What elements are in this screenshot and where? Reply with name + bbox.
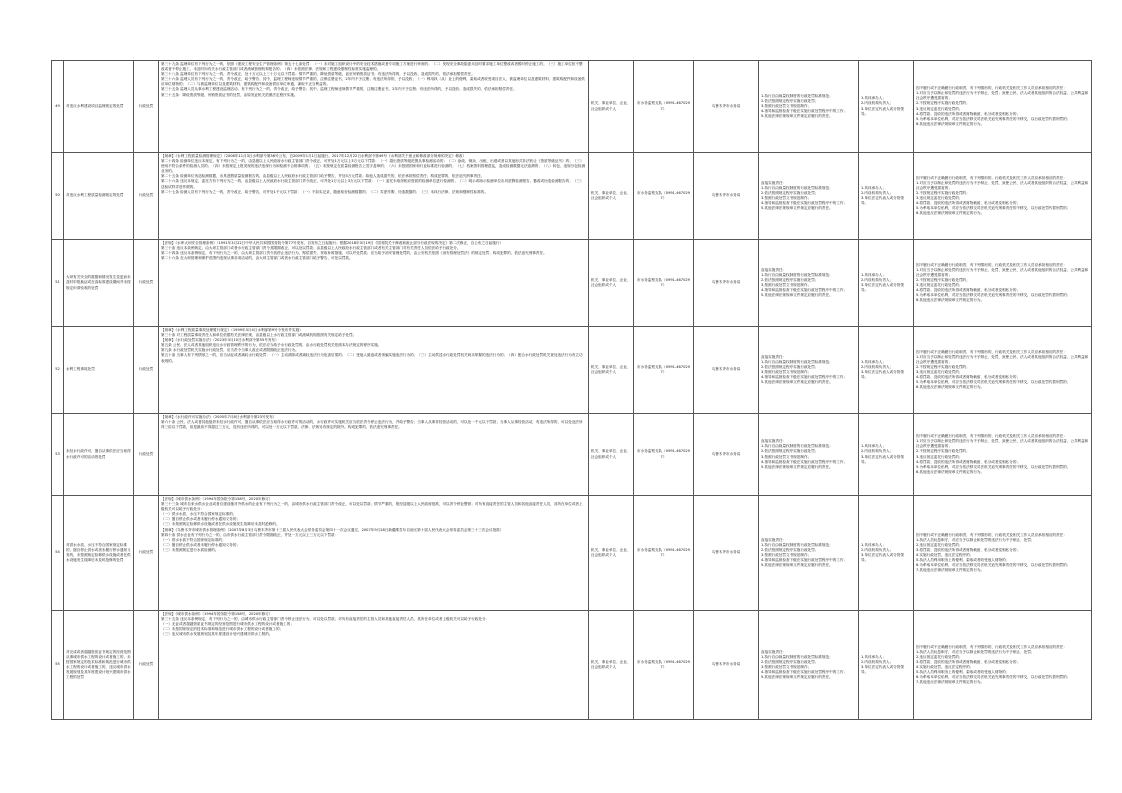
cell-subject: 机关、事业单位、企业、社会组织或个人	[589, 240, 634, 327]
cell-responsibility: 直接实施责任： 1.执行自由裁量权制度的行政处罚标准规范； 2.依法按照规定程序实施行政处罚； 3.按照行政处罚文书规范制作； 4.指导和监督检查下级在实施行政处罚程序中的工作； 5.其他法律法规规章文件规定应履行的责任。	[759, 611, 859, 720]
cell-subject: 机关、事业单位、企业、社会组织或个人	[589, 496, 634, 611]
cell-legal-basis: 【法规】《水库大坝安全管理条例》（1991年3月22日中华人民共和国国务院令第77号发布，自发布之日起施行；根据2018年3月19日《国务院关于修改和废止部分行政法规的决定》第二次修正，自公布之日起施行） 第三十条 违反本条例规定，由大坝主管部门或者水行政主管部门责令其限期改正，可以处以罚款；由县级以上人民政府水行政主管部门或者有关主管部门对有关责任人员依法给予行政处分。 第二十四条 违反本条例规定，有下列行为之一的，由大坝主管部门责令其停止违法行为，赔偿损失，采取补救措施，可以并处罚款；应当给予治安管理处罚的，由公安机关依照《治安管理处罚法》的规定处罚；构成犯罪的，依法追究刑事责任。 第二十六条 在大坝管理和保护范围内违规从事各项活动的，由大坝主管部门或者水行政主管部门给予警告，可处以罚款。	[159, 240, 589, 327]
cell-power-type: 行政处罚	[134, 496, 159, 611]
cell-department: 市水务监察支队（0991-4670297）	[634, 327, 694, 414]
cell-responsible-person: 1.具体承办人； 2.内设机构负责人； 3.单位法定代表人或分管领导。	[859, 153, 914, 240]
cell-power-type: 行政处罚	[134, 240, 159, 327]
cell-accountability: 因不履行或不正确履行行政职责，有下列情形的，行政机关及相关工作人员应承担相应的责任： 1.对应当予以制止和处罚的违法行为不予制止、处罚，致使公民、法人或者其他组织的合法权益、公共利益和社会秩序遭受损害的； 2.不按规定程序实施行政处罚的； 3.违反规定委托行政处罚的； 4.将罚款、没收的违法所得或者财物截留、私分或者变相私分的； 5.为牟取本单位私利，对应当依法移交司法机关追究刑事责任的不移交，以行政处罚代替刑罚的； 6.其他违反法律法规规章文件规定的行为。	[914, 327, 1092, 414]
cell-power-type: 行政处罚	[134, 61, 159, 153]
cell-department: 市水务监察支队（0991-4670297）	[634, 611, 694, 720]
cell-authority: 乌鲁木齐市水务局	[694, 61, 759, 153]
cell-power-type: 行政处罚	[134, 414, 159, 496]
cell-responsible-person: 1.具体承办人； 2.内设机构负责人； 3.单位法定代表人或分管领导。	[859, 414, 914, 496]
cell-department: 市水务监察支队（0991-4670297）	[634, 61, 694, 153]
cell-accountability: 因不履行或不正确履行行政职责，有下列情形的，行政机关及相关工作人员应承担相应的责任： 1.执法人员玩忽职守，对应当予以制止和处罚的违法行为不予制止、处罚； 2.违反规定委托行政处罚的； 3.将罚款、没收的违法所得或者财物截留、私分或者变相私分的； 4.实施行政处罚，违反法定程序的； 5.执法人员利用职务上的便利，索取或者收受他人财物的； 6.为牟取本单位私利，对应当依法移交司法机关追究刑事责任的不移交，以行政处罚代替刑罚的； 7.其他违反法律法规规章文件规定的行为。	[914, 611, 1092, 720]
table-row	[52, 496, 1092, 611]
cell-responsibility: 1.执行自由裁量权制度的行政处罚标准规范； 2.依法按照规定程序实施行政处罚； 3.按照行政处罚文书规范制作； 4.指导和监督检查下级在实施行政处罚程序中的工作； 5.其他法律法规规章文件规定应履行的责任。	[759, 61, 859, 153]
table-row	[52, 240, 1092, 327]
responsibility-table	[51, 60, 1092, 720]
table-row	[52, 61, 1092, 153]
cell-responsibility: 直接实施责任： 1.执行自由裁量权制度的行政处罚标准规范； 2.依法按照规定程序实施行政处罚； 3.按照行政处罚文书规范制作； 4.指导和监督检查下级在实施行政处罚程序中的工作； 5.其他法律法规规章文件规定应履行的责任。	[759, 496, 859, 611]
cell-responsibility: 直接实施责任： 1.执行自由裁量权制度的行政处罚标准规范； 2.依法按照规定程序实施行政处罚； 3.按照行政处罚文书规范制作； 4.指导和监督检查下级在实施行政处罚程序中的工作； 5.其他法律法规规章文件规定应履行的责任。	[759, 153, 859, 240]
cell-accountability: 因不履行或不正确履行行政职责，有下列情形的，行政机关及相关工作人员应承担相应的责任： 1.执法人员玩忽职守，对应当予以制止和处罚的违法行为不予制止、处罚； 2.违反规定委托行政处罚的； 3.将罚款、没收的违法所得或者财物截留、私分或者变相私分的； 4.实施行政处罚，违反法定程序的； 5.执法人员利用职务上的便利，索取或者收受他人财物的； 6.为牟取本单位私利，对应当依法移交司法机关追究刑事责任的不移交，以行政处罚代替刑罚的； 7.其他违反法律法规规章文件规定的行为。	[914, 496, 1092, 611]
table-row	[52, 414, 1092, 496]
table-row	[52, 153, 1092, 240]
cell-item-name: 对供水水质、水压不符合国家规定标准的，擅自停止供水或者未履行停水通知义务的，未按照规定检修供水设施或者在供水设施发生故障后未及时抢修的处罚	[64, 496, 134, 611]
cell-subject: 机关、事业单位、企业、社会组织或个人	[589, 153, 634, 240]
cell-subject: 机关、事业单位、企业、社会组织或个人	[589, 327, 634, 414]
cell-item-name: 水利工程事故处罚	[64, 327, 134, 414]
cell-department: 市水务监察支队（0991-4670297）	[634, 414, 694, 496]
cell-subject: 机关、事业单位、企业、社会组织或个人	[589, 61, 634, 153]
cell-no: 52	[52, 327, 64, 414]
cell-power-type: 行政处罚	[134, 611, 159, 720]
cell-item-name: 大坝有关安全的数据和情况发生变更而未及时申报换证或在高标准建设期间并未按规定申请验收的处罚	[64, 240, 134, 327]
cell-legal-basis: 【规章】《水利工程质量事故处理暂行规定》（1999年3月4日水利部第9号令发布并实施） 第三十条 对工程质量事故责任人和单位依据有关法律法规，由县级以上水行政主管部门或流域机构按照有关规定给予处罚。 【规章】《水行政处罚实施办法》（2023年3月10日水利部令第55号发布） 第五条 公民、法人或者其他组织违反水行政管理秩序的行为，依法应当给予水行政处罚的，由水行政处罚机关依照本办法规定的程序实施。 第九条 水行政处罚机关实施水行政处罚，应当责令当事人改正或者限期改正违法行为。 第五十条 当事人有下列情形之一的，应当从轻或者减轻水行政处罚：（一）主动消除或者减轻违法行为危害后果的；（二）受他人胁迫或者诱骗实施违法行为的；（三）主动供述水行政处罚机关尚未掌握的违法行为的；（四）配合水行政处罚机关查处违法行为有立功表现的。	[159, 327, 589, 414]
cell-power-type: 行政处罚	[134, 153, 159, 240]
cell-item-name: 对违反水利建设项目监理规定的处罚	[64, 61, 134, 153]
cell-responsible-person: 1.具体承办人； 2.内设机构负责人； 3.单位法定代表人或分管领导。	[859, 496, 914, 611]
cell-no: 51	[52, 240, 64, 327]
cell-responsibility: 直接实施责任： 1.执行自由裁量权制度的行政处罚标准规范； 2.依法按照规定程序实施行政处罚； 3.按照行政处罚文书规范制作； 4.指导和监督检查下级在实施行政处罚程序中的工作； 5.其他法律法规规章文件规定应履行的责任。	[759, 414, 859, 496]
cell-accountability: 因不履行或不正确履行行政职责，有下列情形的，行政机关及相关工作人员应承担相应的责任： 1.对应当予以制止和处罚的违法行为不予制止、处罚，致使公民、法人或者其他组织的合法权益、公共利益和社会秩序遭受损害的； 2.不按规定程序实施行政处罚的； 3.违反规定委托行政处罚的； 4.将罚款、没收的违法所得或者财物截留、私分或者变相私分的； 5.为牟取本单位私利，对应当依法移交司法机关追究刑事责任的不移交，以行政处罚代替刑罚的； 6.其他违反法律法规规章文件规定的行为。	[914, 153, 1092, 240]
cell-responsibility: 直接实施责任： 1.执行自由裁量权制度的行政处罚标准规范； 2.依法按照规定程序实施行政处罚； 3.按照行政处罚文书规范制作； 4.指导和监督检查下级在实施行政处罚程序中的工作； 5.其他法律法规规章文件规定应履行的责任。	[759, 327, 859, 414]
cell-authority: 乌鲁木齐市水务局	[694, 153, 759, 240]
cell-item-name: 对违反水利工程质量检测规定的处罚	[64, 153, 134, 240]
cell-legal-basis: 【法规】《城市供水条例》（1994年国务院令第158号，2020年修订） 第三十三条 城市自来水供水企业或者自建设施对外供水的企业有下列行为之一的，由城市供水行政主管部门责令改正，可以处以罚款；情节严重的，报经县级以上人民政府批准，可以责令停业整顿；对负有直接责任的主管人员和其他直接责任人员，其所在单位或者上级机关可以给予行政处分： （一）供水水质、水压不符合国家规定标准的； （二）擅自停止供水或者未履行停水通知义务的； （三）未按照规定检修供水设施或者在供水设施发生故障后未及时抢修的。 【规章】《乌鲁木齐市城市供水管理条例》（2007年8月3日乌鲁木齐市第十三届人民代表大会常务委员会第四十一次会议通过，2007年9月28日新疆维吾尔自治区第十届人民代表大会常务委员会第三十三次会议批准） 第四十条 供水企业有下列行为之一的，由市供水行政主管部门责令限期改正，并处一万元以上三万元以下罚款： （一）供水水质不符合国家规定标准的； （二）擅自停止供水或者未履行停水通知义务的； （三）未按照规定进行水质检测的。	[159, 496, 589, 611]
cell-accountability: 因不履行或不正确履行行政职责，有下列情形的，行政机关及相关工作人员应承担相应的责任： 1.对应当予以制止和处罚的违法行为不予制止、处罚，致使公民、法人或者其他组织的合法权益、公共利益和社会秩序遭受损害的； 2.不按规定程序实施行政处罚的； 3.违反规定委托行政处罚的； 4.将罚款、没收的违法所得或者财物截留、私分或者变相私分的； 5.为牟取本单位私利，对应当依法移交司法机关追究刑事责任的不移交，以行政处罚代替刑罚的； 6.其他违反法律法规规章文件规定的行为。	[914, 414, 1092, 496]
cell-legal-basis: 【规章】《水行政许可实施办法》（2005年7月8日水利部令第23号发布） 第六十条 公民、法人或者其他组织未经水行政许可，擅自从事依法应当取得水行政许可的活动的，水行政许可实施机关应当依法责令停止违法行为，并给予警告；当事人从事非经营活动的，可以处一千元以下罚款；当事人从事经营活动，有违法所得的，可以处违法所得三倍以下罚款，但是最高不得超过三万元，没有违法所得的，可以处一万元以下罚款，法律、法规另有规定的除外。构成犯罪的，依法追究刑事责任。	[159, 414, 589, 496]
cell-authority: 乌鲁木齐市水务局	[694, 327, 759, 414]
cell-accountability: 因不履行或不正确履行行政职责，有下列情形的，行政机关及相关工作人员应承担相应的责任： 1.对应当予以制止和处罚的违法行为不予制止、处罚，致使公民、法人或者其他组织的合法权益、公共利益和社会秩序遭受损害的； 2.不按规定程序实施行政处罚的； 3.违反规定委托行政处罚的； 4.将罚款、没收的违法所得或者财物截留、私分或者变相私分的； 5.为牟取本单位私利，对应当依法移交司法机关追究刑事责任的不移交，以行政处罚代替刑罚的； 6.其他违反法律法规规章文件规定的行为。	[914, 240, 1092, 327]
cell-no: 49	[52, 61, 64, 153]
cell-no: 54	[52, 496, 64, 611]
cell-responsibility: 直接实施责任： 1.执行自由裁量权制度的行政处罚标准规范； 2.依法按照规定程序实施行政处罚； 3.按照行政处罚文书规范制作； 4.指导和监督检查下级在实施行政处罚程序中的工作； 5.其他法律法规规章文件规定应履行的责任。	[759, 240, 859, 327]
cell-department: 市水务监察支队（0991-4670297）	[634, 496, 694, 611]
cell-responsible-person: 1.具体承办人； 2.内设机构负责人； 3.单位法定代表人或分管领导。	[859, 61, 914, 153]
cell-authority: 乌鲁木齐市水务局	[694, 240, 759, 327]
cell-authority: 乌鲁木齐市水务局	[694, 611, 759, 720]
cell-responsible-person: 1.具体承办人； 2.内设机构负责人； 3.单位法定代表人或分管领导。	[859, 240, 914, 327]
table-row	[52, 611, 1092, 720]
cell-no: 53	[52, 414, 64, 496]
cell-subject: 机关、事业单位、企业、社会组织或个人	[589, 414, 634, 496]
cell-subject: 机关、事业单位、企业、社会组织或个人	[589, 611, 634, 720]
cell-item-name: 对完成或者超越资质证书规定的经营范围从事城市供水工程的设计或者施工的，未按国家规定的技术标准和规范进行城市供水工程的设计或者施工的，违反城市供水发展规划及其年度建设计划兴建城市供水工程的处罚	[64, 611, 134, 720]
cell-power-type: 行政处罚	[134, 327, 159, 414]
cell-responsible-person: 1.具体承办人； 2.内设机构负责人； 3.单位法定代表人或分管领导。	[859, 327, 914, 414]
cell-legal-basis: 【规章】《水利工程质量检测管理规定》（2008年11月3日水利部令第36号公布，自2009年1月1日起施行。2017年12月22日水利部令第49号《水利部关于废止和修改部分规章的决定》修改） 第二十四条 检测单位违反本规定，有下列行为之一的，由县级以上人民政府水行政主管部门责令改正，可并处1万元以上3万元以下罚款：（一）超出资质等级范围从事检测活动的；（二）涂改、倒卖、出租、出借或者以其他形式非法转让《资质等级证书》的；（三）使用不符合条件的检测人员的；（四）未按规定上报发现的违法违规行为和检测不合格事项的；（五）未按规定在质量检测报告上签字盖章的；（六）未按照国家和行业标准进行检测的；（七）档案资料管理混乱，造成检测数据无法追溯的；（八）转包、违规分包检测业务的。 第二十五条 检测单位伪造检测数据，出具虚假质量检测报告的，由县级以上人民政府水行政主管部门给予警告，并处3万元罚款；给他人造成损失的，依法承担赔偿责任；构成犯罪的，依法追究刑事责任。 第二十六条 违反本规定，委托方有下列行为之一的，由县级以上人民政府水行政主管部门责令改正，可并处1万元以上3万元以下罚款：（一）委托未取得相应资质的检测单位进行检测的；（二）明示或暗示检测单位出具虚假检测报告，篡改或伪造检测报告的；（三）送检试样弄虚作假的。 第二十七条 检测人员有下列行为之一的，责令改正，给予警告，可并处1千元以下罚款：（一）不如实记录，随意取舍检测数据的；（二）弄虚作假、伪造数据的；（三）未执行法律、法规和强制性标准的。	[159, 153, 589, 240]
cell-department: 市水务监察支队（0991-4670297）	[634, 153, 694, 240]
cell-responsible-person: 1.具体承办人； 2.内设机构负责人； 3.单位法定代表人或分管领导。	[859, 611, 914, 720]
cell-no: 55	[52, 611, 64, 720]
cell-department: 市水务监察支队（0991-4670297）	[634, 240, 694, 327]
cell-authority: 乌鲁木齐市水务局	[694, 414, 759, 496]
cell-authority: 乌鲁木齐市水务局	[694, 496, 759, 611]
cell-accountability: 因不履行或不正确履行行政职责，有下列情形的，行政机关及相关工作人员应承担相应的责任： 1.对应当予以制止和处罚的违法行为不予制止、处罚；致使公民、法人或者其他组织的合法权益、公共利益和社会秩序遭受损害的； 2.不按规定程序实施行政处罚的； 3.违反规定委托行政处罚的； 4.将罚款、没收的违法所得或者财物截留、私分或者变相私分的； 5.为牟取本单位私利，对应当依法移交司法机关追究刑事责任的不移交，以行政处罚代替刑罚的； 6.其他违反法律法规规章文件规定的行为。	[914, 61, 1092, 153]
cell-no: 50	[52, 153, 64, 240]
table-row	[52, 327, 1092, 414]
cell-legal-basis: 第三十九条 监理单位有下列行为之一的，依照《建设工程安全生产管理条例》第五十七条处罚：（一）未对施工组织设计中的安全技术措施或者专项施工方案进行审查的；（二）发现安全事故隐患未及时要求施工单位整改或者暂时停止施工的；（三）施工单位拒不整改或者不停止施工，未及时向有关水行政主管部门或者流域管理机构报告的；（四）未依照法律、法规和工程建设强制性标准实施监理的。 第三十八条 监理单位有下列行为之一的，责令改正，处十万元以上三十万元以下罚款；情节严重的，降低资质等级，直至吊销资质证书；有违法所得的，予以没收；造成损失的，依法承担赔偿责任。 第三十六条 监理人员有下列行为之一的，责令改正，给予警告；其中，监理工程师违规情节严重的，注销注册证书，2年内不予注册；有违法所得的，予以没收；（一）利用执（从）业上的便利，索取或者收受项目法人、被监理单位以及建筑材料、建筑构配件和设备供应单位财物的；（二）与被监理单位以及建筑材料、建筑构配件和设备供应单位串通，谋取不正当利益的。 第三十五条 监理人员从事水利工程建设监理活动，有下列行为之一的，责令改正，给予警告；其中，监理工程师违规情节严重的，注销注册证书，2年内不予注册；有违法所得的，予以没收；造成损失的，依法承担赔偿责任。 第三十五条：降低资质等级、吊销资质证书的处罚，由原发证机关依照法定程序实施。	[159, 61, 589, 153]
cell-item-name: 未经水行政许可，擅自从事依法应当取得水行政许可的活动的处罚	[64, 414, 134, 496]
cell-legal-basis: 【法规】《城市供水条例》（1994年国务院令第158号，2020年修订） 第三十五条 违反本条例规定，有下列行为之一的，由城市供水行政主管部门责令停止违法行为，可以处以罚款；对负有直接责任的主管人员和其他直接责任人员，其所在单位或者上级机关可以给予行政处分： （一）无证或者超越资质证书规定的经营范围进行城市供水工程的设计或者施工的； （二）未按国家规定的技术标准和规范进行城市供水工程的设计或者施工的； （三）违反城市供水发展规划及其年度建设计划兴建城市供水工程的。	[159, 611, 589, 720]
